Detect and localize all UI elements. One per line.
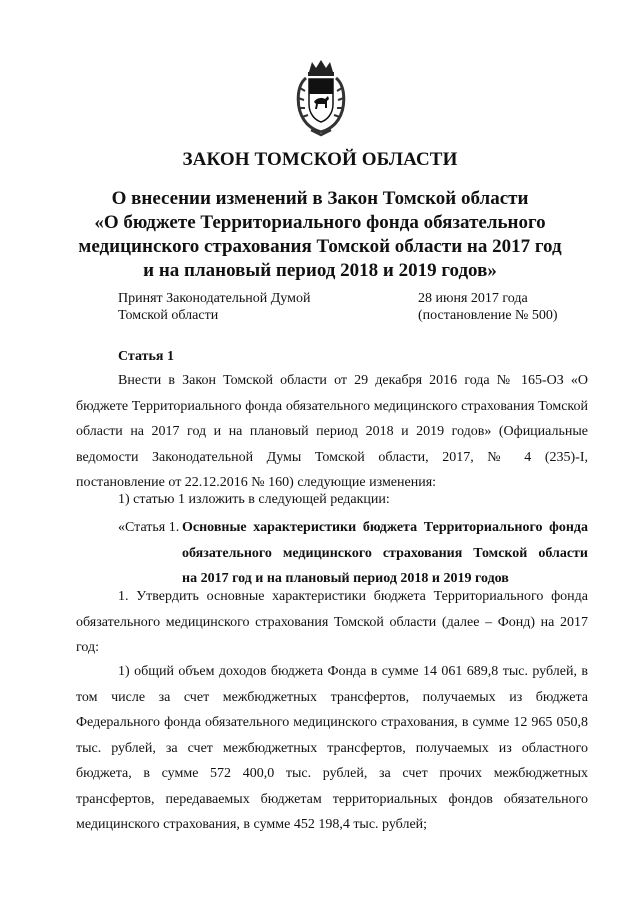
subtitle-line: «О бюджете Территориального фонда обязательного — [94, 212, 546, 233]
adopted-line: Принят Законодательной Думой — [118, 291, 311, 306]
law-subtitle — [40, 187, 600, 283]
adoption-date — [418, 290, 598, 324]
article-heading: Статья 1 — [118, 349, 174, 364]
date-line: 28 июня 2017 года — [418, 291, 528, 306]
article-label: «Статья 1. — [118, 520, 180, 535]
article-title-line: Основные характеристики бюджета Территориального фонда — [182, 520, 588, 535]
article-title — [182, 515, 588, 592]
approve-paragraph-block — [76, 584, 588, 661]
resolution-line: (постановление № 500) — [418, 308, 558, 323]
law-title: ЗАКОН ТОМСКОЙ ОБЛАСТИ — [182, 149, 458, 170]
article-title-line: на 2017 год и на плановый период 2018 и 2019 годов — [182, 571, 509, 586]
intro-paragraph-block — [76, 368, 588, 496]
adopted-line: Томской области — [118, 308, 219, 323]
subtitle-line: медицинского страхования Томской области на 2017 год — [78, 236, 562, 257]
amendment-item: 1) статью 1 изложить в следующей редакции: — [118, 492, 390, 507]
revenue-paragraph-block — [76, 659, 588, 838]
subtitle-line: и на плановый период 2018 и 2019 годов» — [143, 260, 497, 281]
article-title-line: обязательного медицинского страхования Томской области — [182, 545, 588, 561]
adopted-by — [118, 290, 358, 324]
intro-paragraph: Внести в Закон Томской области от 29 декабря 2016 года № 165-ОЗ «О бюджете Территориального фонда обязательного медицинского страхования Томской области на 2017 год и на плановый период 2018 и 2019 годов» (Официальные ведомости Законодательной Думы Томской области, 2017, № 4 (235)-I, постановление от 22.12.2016 № 160) следующие изменения: — [76, 373, 588, 490]
subtitle-line: О внесении изменений в Закон Томской области — [111, 188, 529, 209]
approve-paragraph: 1. Утвердить основные характеристики бюджета Территориального фонда обязательного медицинского страхования Томской области (далее – Фонд) на 2017 год: — [76, 589, 588, 655]
coat-of-arms-icon — [294, 58, 348, 138]
revenue-paragraph: 1) общий объем доходов бюджета Фонда в сумме 14 061 689,8 тыс. рублей, в том числе за счет межбюджетных трансфертов, получаемых из бюджета Федерального фонда обязательного медицинского страхования, в сумме 12 965 050,8 тыс. рублей, за счет межбюджетных трансфертов, получаемых из областного бюджета, в сумме 572 400,0 тыс. рублей, за счет прочих межбюджетных трансфертов, передаваемых бюджетам территориальных фондов обязательного медицинского страхования, в сумме 452 198,4 тыс. рублей; — [76, 664, 588, 832]
